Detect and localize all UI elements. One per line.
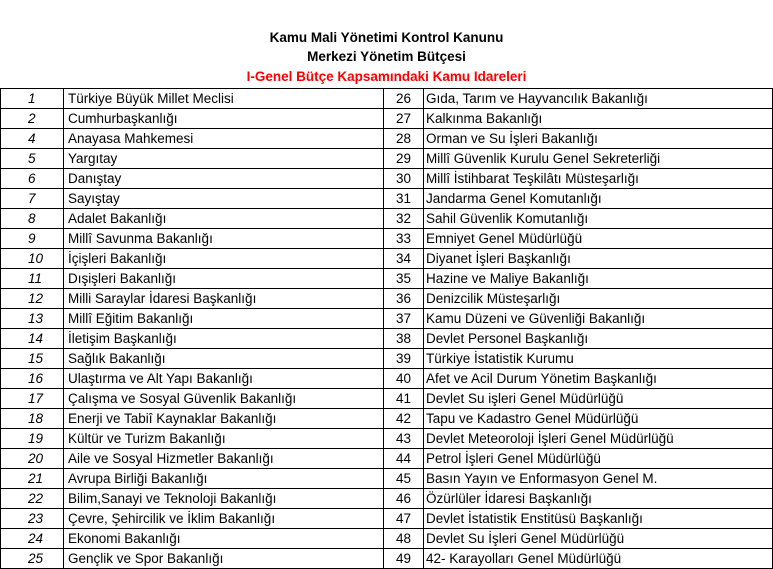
row-number-right[interactable]: 28 (384, 129, 424, 149)
institution-name-left[interactable]: Adalet Bakanlığı (64, 209, 384, 229)
table-row (1, 329, 773, 349)
row-number-left[interactable]: 16 (1, 369, 64, 389)
institution-name-left[interactable]: Sağlık Bakanlığı (64, 349, 384, 369)
institution-name-left[interactable]: Millî Eğitim Bakanlığı (64, 309, 384, 329)
institution-name-left[interactable]: Anayasa Mahkemesi (64, 129, 384, 149)
table-row (1, 369, 773, 389)
table-row (1, 129, 773, 149)
table-row (1, 109, 773, 129)
institution-name-right[interactable]: Hazine ve Maliye Bakanlığı (424, 269, 773, 289)
table-row (1, 449, 773, 469)
row-number-left[interactable]: 17 (1, 389, 64, 409)
row-number-left[interactable]: 2 (1, 109, 64, 129)
row-number-left[interactable]: 13 (1, 309, 64, 329)
row-number-right[interactable]: 33 (384, 229, 424, 249)
table-row (1, 229, 773, 249)
row-number-left[interactable]: 5 (1, 149, 64, 169)
table-row (1, 289, 773, 309)
institution-name-right[interactable]: Kalkınma Bakanlığı (424, 109, 773, 129)
table-row (1, 429, 773, 449)
institution-name-right[interactable]: Jandarma Genel Komutanlığı (424, 189, 773, 209)
institution-name-right[interactable]: 42- Karayolları Genel Müdürlüğü (424, 549, 773, 569)
row-number-right[interactable]: 27 (384, 109, 424, 129)
institution-name-left[interactable]: Aile ve Sosyal Hizmetler Bakanlığı (64, 449, 384, 469)
institution-name-right[interactable]: Türkiye İstatistik Kurumu (424, 349, 773, 369)
institutions-table (0, 88, 773, 569)
row-number-right[interactable]: 46 (384, 489, 424, 509)
institution-name-right[interactable]: Devlet Su İşleri Genel Müdürlüğü (424, 529, 773, 549)
row-number-right[interactable]: 29 (384, 149, 424, 169)
institution-name-right[interactable]: Tapu ve Kadastro Genel Müdürlüğü (424, 409, 773, 429)
table-row (1, 309, 773, 329)
row-number-right[interactable]: 43 (384, 429, 424, 449)
institution-name-left[interactable]: Bilim,Sanayi ve Teknoloji Bakanlığı (64, 489, 384, 509)
institution-name-left[interactable]: Türkiye Büyük Millet Meclisi (64, 89, 384, 109)
institution-name-right[interactable]: Millî İstihbarat Teşkilâtı Müsteşarlığı (424, 169, 773, 189)
institution-name-left[interactable]: Avrupa Birliği Bakanlığı (64, 469, 384, 489)
institution-name-right[interactable]: Afet ve Acil Durum Yönetim Başkanlığı (424, 369, 773, 389)
row-number-right[interactable]: 34 (384, 249, 424, 269)
row-number-right[interactable]: 38 (384, 329, 424, 349)
table-row (1, 209, 773, 229)
row-number-left[interactable]: 25 (1, 549, 64, 569)
institution-name-right[interactable]: Sahil Güvenlik Komutanlığı (424, 209, 773, 229)
table-row (1, 489, 773, 509)
row-number-left[interactable]: 11 (1, 269, 64, 289)
row-number-left[interactable]: 15 (1, 349, 64, 369)
row-number-right[interactable]: 48 (384, 529, 424, 549)
row-number-right[interactable]: 47 (384, 509, 424, 529)
institution-name-left[interactable]: Milli Saraylar İdaresi Başkanlığı (64, 289, 384, 309)
table-row (1, 149, 773, 169)
institution-name-left[interactable]: Ekonomi Bakanlığı (64, 529, 384, 549)
row-number-left[interactable]: 10 (1, 249, 64, 269)
row-number-right[interactable]: 37 (384, 309, 424, 329)
row-number-right[interactable]: 39 (384, 349, 424, 369)
institution-name-left[interactable]: Dışişleri Bakanlığı (64, 269, 384, 289)
table-row (1, 409, 773, 429)
institution-name-left[interactable]: Millî Savunma Bakanlığı (64, 229, 384, 249)
row-number-left[interactable]: 24 (1, 529, 64, 549)
row-number-right[interactable]: 42 (384, 409, 424, 429)
institution-name-left[interactable]: Yargıtay (64, 149, 384, 169)
institution-name-right[interactable]: Devlet Meteoroloji İşleri Genel Müdürlüğü (424, 429, 773, 449)
row-number-right[interactable]: 36 (384, 289, 424, 309)
institution-name-right[interactable]: Denizcilik Müsteşarlığı (424, 289, 773, 309)
table-row (1, 549, 773, 569)
table-row (1, 509, 773, 529)
row-number-left[interactable]: 23 (1, 509, 64, 529)
institution-name-right[interactable]: Diyanet İşleri Başkanlığı (424, 249, 773, 269)
row-number-left[interactable]: 14 (1, 329, 64, 349)
table-row (1, 389, 773, 409)
institution-name-right[interactable]: Basın Yayın ve Enformasyon Genel M. (424, 469, 773, 489)
row-number-right[interactable]: 45 (384, 469, 424, 489)
institution-name-right[interactable]: Devlet Personel Başkanlığı (424, 329, 773, 349)
row-number-left[interactable]: 7 (1, 189, 64, 209)
row-number-right[interactable]: 31 (384, 189, 424, 209)
table-row (1, 189, 773, 209)
title-section: I-Genel Bütçe Kapsamındaki Kamu Idareleri (246, 69, 527, 84)
row-number-left[interactable]: 4 (1, 129, 64, 149)
institution-name-right[interactable]: Orman ve Su İşleri Bakanlığı (424, 129, 773, 149)
row-number-right[interactable]: 30 (384, 169, 424, 189)
institution-name-left[interactable]: Danıştay (64, 169, 384, 189)
row-number-right[interactable]: 35 (384, 269, 424, 289)
row-number-left[interactable]: 22 (1, 489, 64, 509)
row-number-left[interactable]: 1 (1, 89, 64, 109)
institution-name-left[interactable]: Enerji ve Tabiî Kaynaklar Bakanlığı (64, 409, 384, 429)
row-number-left[interactable]: 12 (1, 289, 64, 309)
institution-name-left[interactable]: Çevre, Şehircilik ve İklim Bakanlığı (64, 509, 384, 529)
row-number-right[interactable]: 32 (384, 209, 424, 229)
row-number-right[interactable]: 26 (384, 89, 424, 109)
row-number-left[interactable]: 8 (1, 209, 64, 229)
row-number-right[interactable]: 44 (384, 449, 424, 469)
institution-name-left[interactable]: İçişleri Bakanlığı (64, 249, 384, 269)
institution-name-right[interactable]: Gıda, Tarım ve Hayvancılık Bakanlığı (424, 89, 773, 109)
institution-name-right[interactable]: Özürlüler İdaresi Başkanlığı (424, 489, 773, 509)
table-row (1, 469, 773, 489)
institution-name-right[interactable]: Petrol İşleri Genel Müdürlüğü (424, 449, 773, 469)
row-number-left[interactable]: 21 (1, 469, 64, 489)
row-number-left[interactable]: 18 (1, 409, 64, 429)
institution-name-right[interactable]: Devlet Su işleri Genel Müdürlüğü (424, 389, 773, 409)
table-row (1, 349, 773, 369)
institution-name-left[interactable]: Kültür ve Turizm Bakanlığı (64, 429, 384, 449)
institution-name-left[interactable]: Gençlik ve Spor Bakanlığı (64, 549, 384, 569)
table-row (1, 529, 773, 549)
table-row (1, 269, 773, 289)
table-row (1, 169, 773, 189)
table-row (1, 89, 773, 109)
institution-name-left[interactable]: Çalışma ve Sosyal Güvenlik Bakanlığı (64, 389, 384, 409)
title-budget: Merkezi Yönetim Bütçesi (307, 49, 466, 64)
header (0, 0, 773, 88)
row-number-right[interactable]: 41 (384, 389, 424, 409)
row-number-right[interactable]: 49 (384, 549, 424, 569)
institution-name-left[interactable]: Cumhurbaşkanlığı (64, 109, 384, 129)
institution-name-right[interactable]: Devlet İstatistik Enstitüsü Başkanlığı (424, 509, 773, 529)
row-number-left[interactable]: 19 (1, 429, 64, 449)
institution-name-right[interactable]: Millî Güvenlik Kurulu Genel Sekreterliği (424, 149, 773, 169)
institution-name-left[interactable]: Ulaştırma ve Alt Yapı Bakanlığı (64, 369, 384, 389)
row-number-left[interactable]: 6 (1, 169, 64, 189)
title-law: Kamu Mali Yönetimi Kontrol Kanunu (269, 30, 504, 45)
institution-name-right[interactable]: Emniyet Genel Müdürlüğü (424, 229, 773, 249)
row-number-left[interactable]: 9 (1, 229, 64, 249)
institution-name-left[interactable]: İletişim Başkanlığı (64, 329, 384, 349)
table-row (1, 249, 773, 269)
institution-name-left[interactable]: Sayıştay (64, 189, 384, 209)
row-number-right[interactable]: 40 (384, 369, 424, 389)
institution-name-right[interactable]: Kamu Düzeni ve Güvenliği Bakanlığı (424, 309, 773, 329)
row-number-left[interactable]: 20 (1, 449, 64, 469)
